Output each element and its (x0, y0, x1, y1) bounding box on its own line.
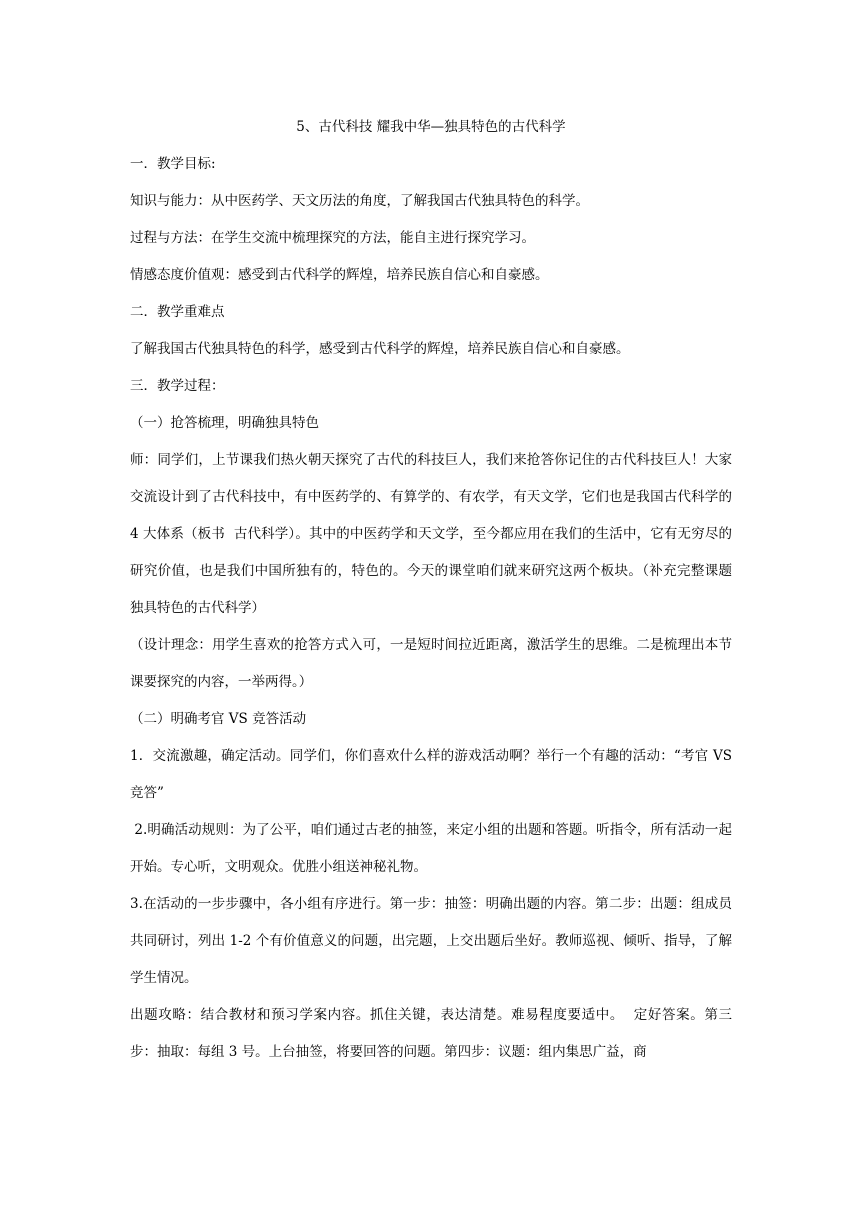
paragraph-step-3: 3.在活动的一步步骤中，各小组有序进行。第一步：抽签：明确出题的内容。第二步：出题：组成员共同研讨，列出 1-2 个有价值意义的问题，出完题，上交出题后坐好。教师巡视、倾听、指导，了解学生情况。 (130, 896, 732, 986)
paragraph-design-concept: （设计理念：用学生喜欢的抢答方式入可，一是短时间拉近距离，激活学生的思维。二是梳理出本节课要探究的内容，一举两得。） (130, 637, 732, 690)
paragraph-knowledge-ability: 知识与能力：从中医药学、天文历法的角度，了解我国古代独具特色的科学。 (130, 193, 589, 209)
section-heading-key-points: 二．教学重难点 (130, 304, 225, 320)
paragraph-key-points: 了解我国古代独具特色的科学，感受到古代科学的辉煌，培养民族自信心和自豪感。 (130, 341, 630, 357)
paragraph-strategy: 出题攻略：结合教材和预习学案内容。抓住关键，表达清楚。难易程度要适中。 定好答案。第三步：抽取：每组 3 号。上台抽签，将要回答的问题。第四步：议题：组内集思广益，商 (130, 1007, 732, 1060)
subsection-heading-quick-answer: （一）抢答梳理，明确独具特色 (130, 415, 319, 431)
section-heading-objectives: 一．教学目标: (130, 156, 216, 172)
subsection-heading-examiner-activity: （二）明确考官 VS 竞答活动 (130, 711, 307, 727)
document-title: 5、古代科技 耀我中华—独具特色的古代科学 (296, 119, 566, 135)
paragraph-emotion-values: 情感态度价值观：感受到古代科学的辉煌，培养民族自信心和自豪感。 (130, 267, 549, 283)
document-body (130, 118, 745, 1080)
paragraph-step-2: 2.明确活动规则：为了公平，咱们通过古老的抽签，来定小组的出题和答题。听指令，所有活动一起开始。专心听，文明观众。优胜小组送神秘礼物。 (130, 822, 732, 875)
paragraph-teacher-intro: 师：同学们，上节课我们热火朝天探究了古代的科技巨人，我们来抢答你记住的古代科技巨人！大家交流设计到了古代科技中，有中医药学的、有算学的、有农学，有天文学，它们也是我国古代科学的 4 大体系（板书 古代科学）。其中的中医药学和天文学，至今都应用在我们的生活中，它有无穷尽的研究价值，也是我们中国所独有的，特色的。今天的课堂咱们就来研究这两个板块。（补充完整课题 独具特色的古代科学） (130, 452, 745, 616)
section-heading-process: 三．教学过程： (130, 378, 225, 394)
paragraph-step-1: 1．交流激趣，确定活动。同学们，你们喜欢什么样的游戏活动啊？举行一个有趣的活动：“考官 VS 竞答” (130, 748, 737, 801)
paragraph-process-method: 过程与方法：在学生交流中梳理探究的方法，能自主进行探究学习。 (130, 230, 535, 246)
